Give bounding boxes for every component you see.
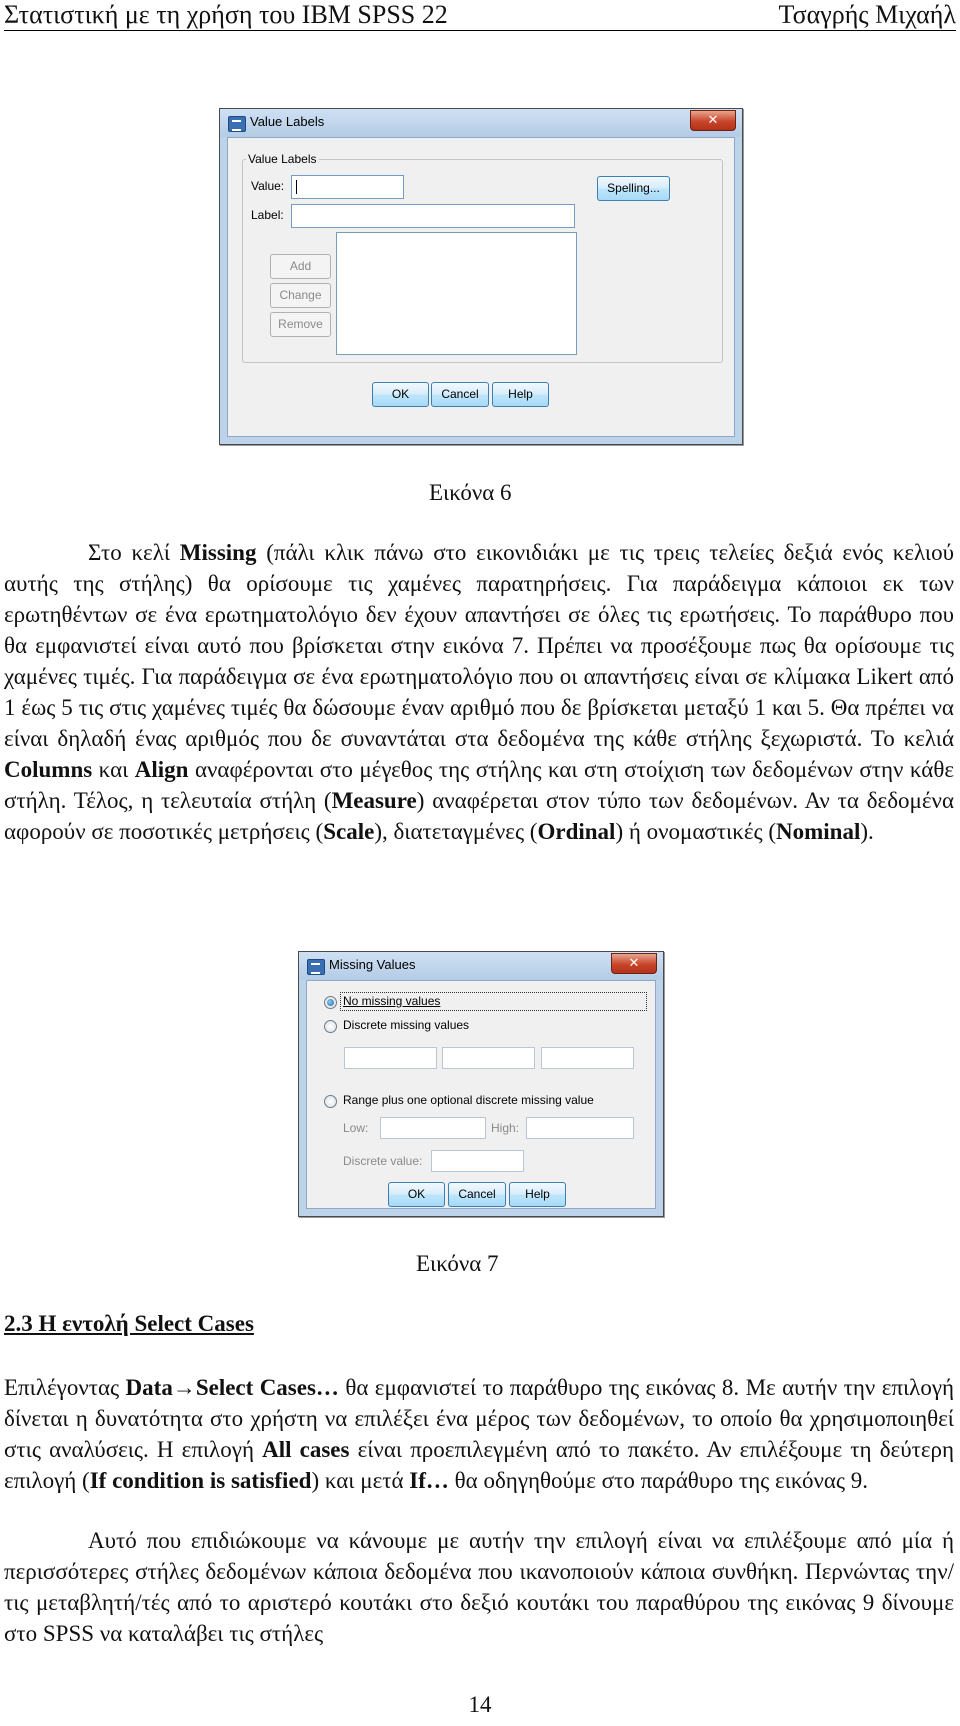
text-run: Επιλέγοντας: [4, 1375, 126, 1400]
discrete-missing-label: Discrete missing values: [343, 1018, 470, 1032]
bold-run: Columns: [4, 757, 93, 782]
spss-app-icon: [228, 116, 246, 132]
low-label: Low:: [343, 1121, 369, 1135]
discrete-value-field-1[interactable]: [344, 1047, 437, 1069]
bold-run: If condition is satisfied: [89, 1468, 312, 1493]
section-heading: 2.3 Η εντολή Select Cases: [4, 1311, 254, 1336]
help-button[interactable]: Help: [492, 382, 549, 407]
paragraph-select-cases: [4, 1372, 954, 1496]
text-run: (πάλι κλικ πάνω στο εικονιδιάκι με τις τρεις τελείες δεξιά ενός κελιού αυτής της στήλης) θα ορίσουμε τις χαμένες παρατηρήσεις. Για παράδειγμα κάποιοι εκ των ερωτηθέντων σε ένα ερωτηματολόγιο δεν έχουν απαντήσει σε όλες τις ερωτήσεις. Το παράθυρο που θα εμφανιστεί είναι αυτό που βρίσκεται στην εικόνα 7. Πρέπει να προσέξουμε πως θα ορίσουμε τις χαμένες τιμές. Για παράδειγμα σε ένα ερωτηματολόγιο που οι απαντήσεις είναι σε κλίμακα Likert από 1 έως 5 τις στις χαμένες τιμές θα δώσουμε έναν αριθμό που δε βρίσκεται μεταξύ 1 και 5. Θα πρέπει να είναι δηλαδή ένας αριθμός που δε συναντάται στα δεδομένα της κάθε στήλης ξεχωριστά. Το κελιά: [4, 540, 954, 751]
value-input[interactable]: [291, 175, 404, 199]
header-right-text: Τσαγρής Μιχαήλ: [778, 0, 956, 29]
no-missing-label: No missing values: [343, 994, 441, 1008]
bold-run: Ordinal: [537, 819, 616, 844]
discrete-value-label: Discrete value:: [343, 1154, 423, 1168]
bold-run: Measure: [331, 788, 417, 813]
range-missing-radio[interactable]: [324, 1095, 337, 1108]
add-button[interactable]: Add: [270, 254, 331, 279]
paragraph-missing-intro: [4, 537, 954, 847]
missing-values-client: [306, 980, 656, 1209]
text-run: είναι προεπιλεγμένη από το πακέτο. Αν επιλέξουμε τη δεύτερη επιλογή (: [4, 1437, 954, 1493]
discrete-value-field-2[interactable]: [442, 1047, 535, 1069]
cancel-button[interactable]: Cancel: [448, 1182, 506, 1207]
text-run: ), διατεταγμένες (: [374, 819, 538, 844]
figure-7-caption: Εικόνα 7: [416, 1251, 499, 1276]
spelling-button[interactable]: Spelling...: [597, 176, 670, 201]
close-icon[interactable]: ✕: [611, 953, 657, 974]
discrete-value-input[interactable]: [431, 1150, 524, 1172]
value-labels-titlebar: [220, 109, 742, 137]
help-button[interactable]: Help: [509, 1182, 566, 1207]
missing-values-titlebar: [299, 952, 663, 980]
missing-values-title: Missing Values: [329, 957, 416, 972]
value-labels-listbox[interactable]: [336, 232, 577, 355]
discrete-missing-radio[interactable]: [324, 1020, 337, 1033]
remove-button[interactable]: Remove: [270, 312, 331, 337]
text-run: ) αναφέρεται στον τύπο των δεδομένων. Αν τα δεδομένα αφορούν σε ποσοτικές μετρήσεις (: [4, 788, 954, 844]
text-run: και: [92, 757, 135, 782]
bold-run: Align: [134, 757, 189, 782]
close-icon[interactable]: ✕: [690, 110, 736, 131]
high-input[interactable]: [526, 1117, 634, 1139]
spss-app-icon: [307, 959, 325, 975]
value-labels-dialog: [219, 108, 743, 445]
label-field-label: Label:: [251, 208, 284, 222]
figure-6-caption: Εικόνα 6: [429, 480, 512, 505]
low-input[interactable]: [380, 1117, 486, 1139]
no-missing-radio[interactable]: [324, 996, 337, 1009]
value-labels-title: Value Labels: [250, 114, 325, 129]
header-left-text: Στατιστική με τη χρήση του IBM SPSS 22: [4, 0, 448, 29]
header-divider: [4, 30, 956, 31]
text-caret: [296, 180, 297, 194]
change-button[interactable]: Change: [270, 283, 331, 308]
value-field-label: Value:: [251, 179, 285, 193]
label-input[interactable]: [291, 204, 575, 228]
paragraph-condition: Αυτό που επιδιώκουμε να κάνουμε με αυτήν την επιλογή είναι να επιλέξουμε από μία ή περισσότερες στήλες δεδομένων κάποια δεδομένα που ικανοποιούν κάποια συνθήκη. Περνώντας την/τις μεταβλητή/τές από το αριστερό κουτάκι στο δεξιό κουτάκι του παραθύρου της εικόνας 9 δίνουμε στο SPSS να καταλάβει τις στήλες: [4, 1528, 954, 1646]
page-number: 14: [468, 1692, 492, 1717]
text-run: ) και μετά: [311, 1468, 410, 1493]
ok-button[interactable]: OK: [372, 382, 429, 407]
range-missing-label: Range plus one optional discrete missing value: [343, 1093, 594, 1107]
bold-run: Missing: [179, 540, 257, 565]
ok-button[interactable]: OK: [388, 1182, 445, 1207]
cancel-button[interactable]: Cancel: [431, 382, 489, 407]
text-run: θα εμφανιστεί το παράθυρο της εικόνας 8. Με αυτήν την επιλογή δίνεται η δυνατότητα στο χρήστη να επιλέξει ένα μέρος των δεδομένων, το οποίο θα χρησιμοποιηθεί στις αναλύσεις. Η επιλογή: [4, 1375, 955, 1462]
value-labels-client: [227, 137, 735, 437]
high-label: High:: [491, 1121, 520, 1135]
discrete-value-field-3[interactable]: [541, 1047, 634, 1069]
missing-values-dialog: [298, 951, 664, 1217]
text-run: Στο κελί: [88, 540, 180, 565]
text-run: αναφέρονται στο μέγεθος της στήλης και στη στοίχιση των δεδομένων στην κάθε στήλη. Τέλος, η τελευταία στήλη (: [4, 757, 954, 813]
bold-run: If…: [409, 1468, 449, 1493]
bold-run: Data→Select Cases…: [125, 1375, 339, 1400]
value-labels-group-label: Value Labels: [248, 152, 317, 166]
text-run: ) ή ονομαστικές (: [615, 819, 776, 844]
bold-run: Scale: [323, 819, 375, 844]
bold-run: All cases: [262, 1437, 350, 1462]
text-run: ).: [860, 819, 874, 844]
bold-run: Nominal: [776, 819, 861, 844]
text-run: θα οδηγηθούμε στο παράθυρο της εικόνας 9.: [448, 1468, 869, 1493]
